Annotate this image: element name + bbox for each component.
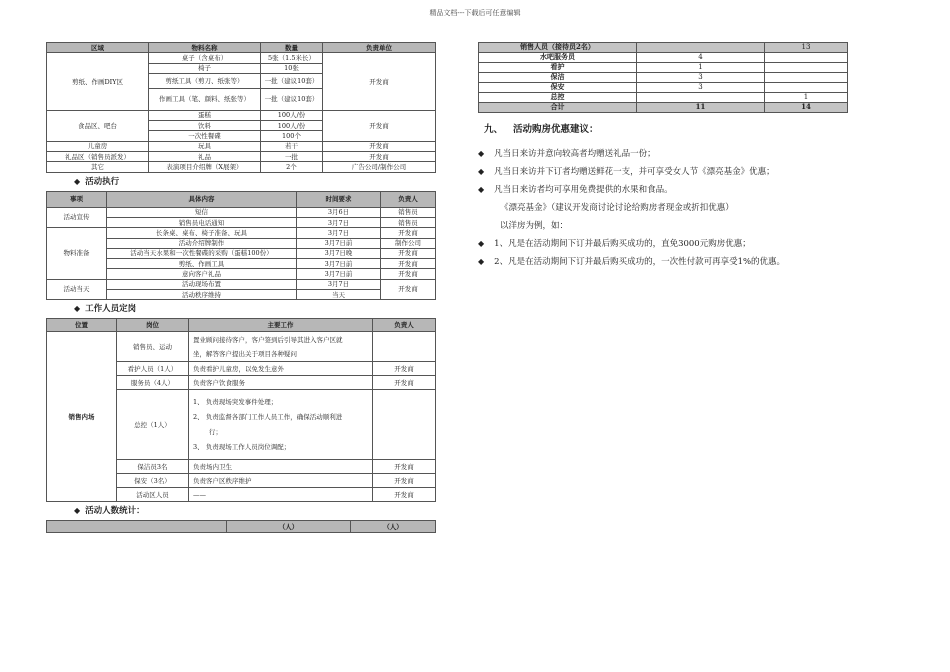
work-cell: 负责客户区秩序维护: [189, 474, 373, 488]
unit-cell: 开发商: [323, 53, 436, 111]
owner-cell: 销售员: [381, 207, 436, 217]
qty-cell: 一批（建议10套）: [261, 73, 323, 88]
owner-cell: [373, 332, 436, 362]
role-cell: 水吧服务员: [479, 53, 637, 63]
role-cell: 总控: [479, 93, 637, 103]
count-a-cell: 3: [637, 83, 765, 93]
promo-body: [478, 145, 848, 271]
col-header-time: 时间要求: [297, 191, 381, 207]
col-header-location: 位置: [47, 319, 117, 332]
col-header-content: 具体内容: [107, 191, 297, 207]
promo-bullet: ◆ 1、凡是在活动期间下订并最后购买成功的，直免3000元购房优惠；: [478, 239, 751, 249]
unit-cell: 开发商: [323, 110, 436, 141]
location-cell: 销售内场: [47, 332, 117, 502]
col-header-owner: 负责人: [373, 319, 436, 332]
post-cell: 活动区人员: [117, 488, 189, 502]
content-cell: 长条桌、桌布、椅子准备、玩具: [107, 228, 297, 238]
owner-cell: 开发商: [373, 474, 436, 488]
content-cell: 意向客户礼品: [107, 269, 297, 279]
section-heading-staff: ◆ 工作人员定岗: [74, 304, 137, 315]
col-header-owner: 负责人: [381, 191, 436, 207]
item-cell: 一次性餐碟: [149, 131, 261, 141]
col-header-qty: 数量: [261, 43, 323, 53]
area-cell: 食品区、吧台: [47, 110, 149, 141]
count-a-cell: [637, 93, 765, 103]
post-cell: 保洁员3名: [117, 460, 189, 474]
content-cell: 销售员电话通知: [107, 217, 297, 227]
staff-table: [46, 318, 436, 502]
owner-cell: 开发商: [373, 376, 436, 390]
content-cell: 活动秩序维持: [107, 290, 297, 300]
staff-count-table: [478, 42, 848, 113]
time-cell: 3月7日晚: [297, 248, 381, 258]
time-cell: 当天: [297, 290, 381, 300]
content-cell: 活动当天水果和一次性餐碟的采购（蛋糕100份）: [107, 248, 297, 258]
promo-bullet: ◆ 凡当日来访并意向较高者均赠送礼品一份；: [478, 149, 656, 159]
qty-cell: 若干: [261, 141, 323, 151]
col-header-item: 物料名称: [149, 43, 261, 53]
diamond-bullet-icon: ◆: [478, 167, 485, 176]
post-cell: 服务员（4人）: [117, 376, 189, 390]
diamond-bullet-icon: ◆: [478, 149, 485, 158]
time-cell: 3月7日前: [297, 259, 381, 269]
promo-bullet: ◆ 2、凡是在活动期间下订并最后购买成功的，一次性付款可再享受1%的优惠。: [478, 257, 786, 267]
item-cell: 蛋糕: [149, 110, 261, 120]
content-cell: 剪纸、作画工具: [107, 259, 297, 269]
qty-cell: 10张: [261, 63, 323, 73]
unit-cell: 开发商: [323, 152, 436, 162]
time-cell: 3月6日: [297, 207, 381, 217]
materials-table: [46, 42, 436, 173]
work-cell: ——: [189, 488, 373, 502]
owner-cell: 开发商: [381, 269, 436, 279]
col-header-unit: 负责单位: [323, 43, 436, 53]
total-cell: 合计: [479, 103, 637, 113]
role-cell: 看护: [479, 63, 637, 73]
col-header-matter: 事项: [47, 191, 107, 207]
count-col-3: （人）: [351, 521, 436, 533]
qty-cell: 2个: [261, 162, 323, 172]
time-cell: 3月7日: [297, 217, 381, 227]
count-a-cell: 3: [637, 73, 765, 83]
post-cell: 保安（3名）: [117, 474, 189, 488]
owner-cell: 开发商: [373, 488, 436, 502]
post-cell: 销售员、运动: [117, 332, 189, 362]
qty-cell: 100人/份: [261, 121, 323, 131]
count-b-cell: [765, 63, 848, 73]
item-cell: 椅子: [149, 63, 261, 73]
count-table-header: [46, 520, 436, 533]
qty-cell: 100人/份: [261, 110, 323, 120]
time-cell: 3月7日前: [297, 238, 381, 248]
exec-table: [46, 191, 436, 301]
group-cell: 活动宣传: [47, 207, 107, 228]
promo-bullet: ◆ 凡当日来访者均可享用免费提供的水果和食品。: [478, 185, 673, 195]
group-cell: 物料准备: [47, 228, 107, 279]
work-cell: 负责看护儿童房，以免发生意外: [189, 362, 373, 376]
count-a-cell: 1: [637, 63, 765, 73]
unit-cell: 广告公司/制作公司: [323, 162, 436, 172]
section-heading-exec: ◆ 活动执行: [74, 176, 120, 187]
item-cell: 饮料: [149, 121, 261, 131]
item-cell: 桌子（含桌布）: [149, 53, 261, 63]
owner-cell: 制作公司: [381, 238, 436, 248]
work-cell: 置业顾问接待客户，客户签到后引导其进入客户区就 坐，解答客户提出关于项目各种疑问: [189, 332, 373, 362]
role-cell: 保洁: [479, 73, 637, 83]
group-cell: 活动当天: [47, 279, 107, 300]
work-cell: 1、 负责现场突发事件处理； 2、 负责监督各部门工作人员工作，确保活动顺利进 行； 3、 负责现场工作人员岗位调配；: [189, 390, 373, 460]
qty-cell: 一批: [261, 152, 323, 162]
role-cell: 保安: [479, 83, 637, 93]
item-cell: 剪纸工具（剪刀、纸张等）: [149, 73, 261, 88]
owner-cell: 开发商: [381, 228, 436, 238]
item-cell: 作画工具（笔、颜料、纸张等）: [149, 88, 261, 110]
col-header-area: 区域: [47, 43, 149, 53]
diamond-bullet-icon: ◆: [74, 506, 81, 516]
page-watermark: 精品文档---下载后可任意编辑: [429, 9, 521, 17]
diamond-bullet-icon: ◆: [478, 257, 485, 266]
work-cell: 负责场内卫生: [189, 460, 373, 474]
col-header-post: 岗位: [117, 319, 189, 332]
owner-cell: 开发商: [381, 279, 436, 300]
left-column: [46, 42, 436, 533]
count-b-cell: [765, 73, 848, 83]
time-cell: 3月7日前: [297, 269, 381, 279]
diamond-bullet-icon: ◆: [74, 176, 81, 186]
promo-paragraph: 《漂亮基金》（建议开发商讨论讨论给购房者现金或折扣优惠）: [500, 203, 734, 213]
owner-cell: [373, 390, 436, 460]
qty-cell: 5张（1.5米长）: [261, 53, 323, 63]
post-cell: 总控（1人）: [117, 390, 189, 460]
total-a-cell: 11: [637, 103, 765, 113]
area-cell: 礼品区（销售员派发）: [47, 152, 149, 162]
right-column: [478, 42, 848, 271]
area-cell: 儿童房: [47, 141, 149, 151]
time-cell: 3月7日: [297, 279, 381, 289]
col-header-work: 主要工作: [189, 319, 373, 332]
content-cell: 活动现场布置: [107, 279, 297, 289]
item-cell: 玩具: [149, 141, 261, 151]
owner-cell: 销售员: [381, 217, 436, 227]
item-cell: 表演项目介绍牌（X展架）: [149, 162, 261, 172]
count-a-cell: 4: [637, 53, 765, 63]
qty-cell: 一批（建议10套）: [261, 88, 323, 110]
content-cell: 活动介绍牌制作: [107, 238, 297, 248]
item-cell: 礼品: [149, 152, 261, 162]
section-heading-count: ◆ 活动人数统计：: [74, 506, 145, 517]
time-cell: 3月7日: [297, 228, 381, 238]
unit-cell: 开发商: [323, 141, 436, 151]
promo-bullet: ◆ 凡当日来访并下订者均赠送鲜花一支，并可享受女人节《漂亮基金》优惠；: [478, 167, 775, 177]
count-col-2: （人）: [227, 521, 351, 533]
diamond-bullet-icon: ◆: [478, 239, 485, 248]
owner-cell: 开发商: [381, 259, 436, 269]
total-b-cell: 14: [765, 103, 848, 113]
count-b-cell: [765, 83, 848, 93]
qty-cell: 100个: [261, 131, 323, 141]
area-cell: 剪纸、作画DIY区: [47, 53, 149, 111]
post-cell: 看护人员（1人）: [117, 362, 189, 376]
count-col-1: [47, 521, 227, 533]
owner-cell: 开发商: [373, 460, 436, 474]
count-a-cell: [637, 43, 765, 53]
promo-paragraph: 以洋房为例，如：: [500, 221, 569, 231]
owner-cell: 开发商: [373, 362, 436, 376]
diamond-bullet-icon: ◆: [74, 304, 81, 314]
count-b-cell: 13: [765, 43, 848, 53]
area-cell: 其它: [47, 162, 149, 172]
owner-cell: 开发商: [381, 248, 436, 258]
count-b-cell: 1: [765, 93, 848, 103]
role-cell: 销售人员（接待员2名）: [479, 43, 637, 53]
promo-heading: 九、 活动购房优惠建议：: [484, 124, 599, 135]
work-cell: 负责客户饮食服务: [189, 376, 373, 390]
count-b-cell: [765, 53, 848, 63]
diamond-bullet-icon: ◆: [478, 185, 485, 194]
content-cell: 短信: [107, 207, 297, 217]
